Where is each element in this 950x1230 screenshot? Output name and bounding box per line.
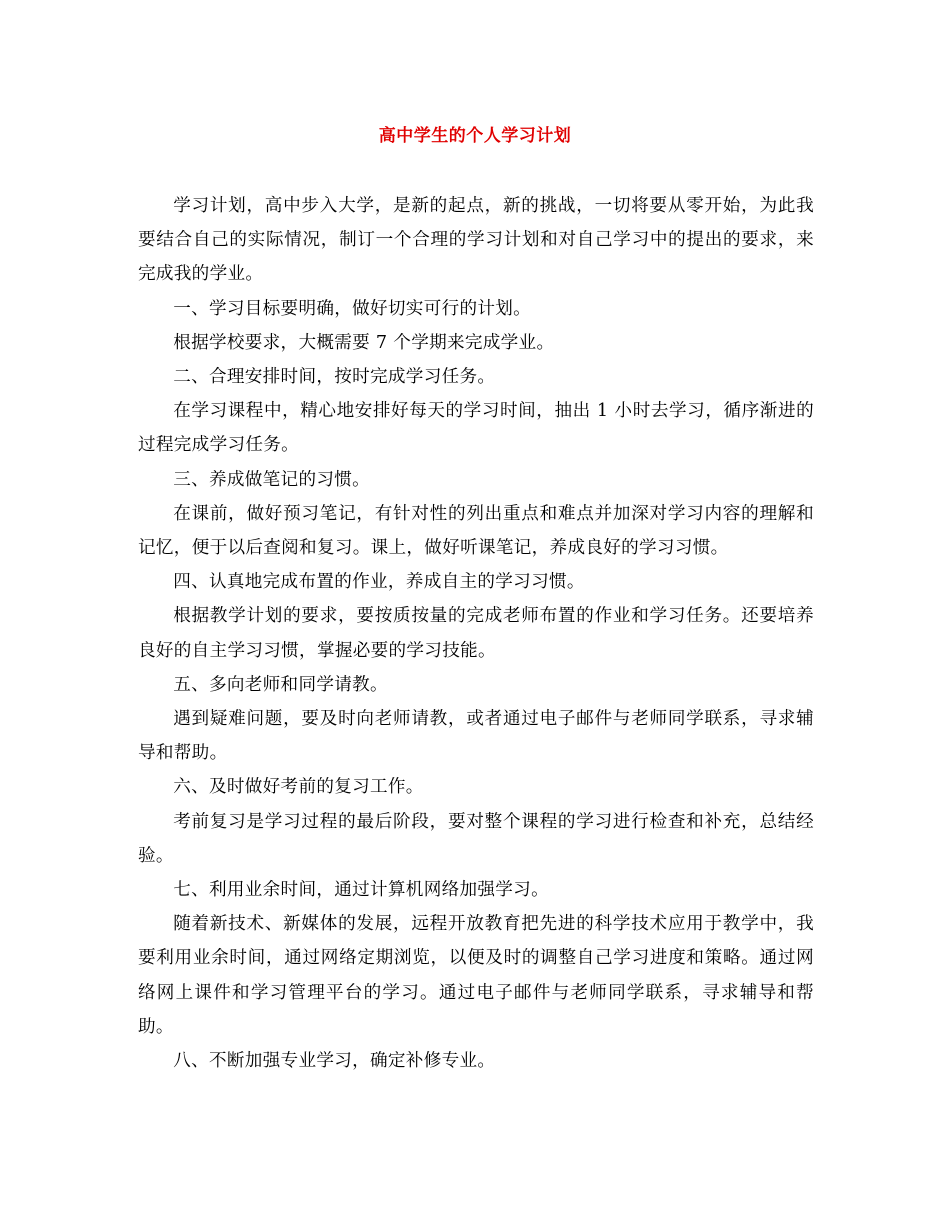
section-heading-4: 四、认真地完成布置的作业，养成自主的学习习惯。 xyxy=(173,572,585,593)
paragraph: 考前复习是学习过程的最后阶段，要对整个课程的学习进行检查和补充，总结经验。 xyxy=(138,811,814,866)
paragraph: 根据学校要求，大概需要 7 个学期来完成学业。 xyxy=(173,332,555,353)
section-heading-1: 一、学习目标要明确，做好切实可行的计划。 xyxy=(173,298,532,319)
section-heading-6: 六、及时做好考前的复习工作。 xyxy=(173,777,424,798)
document-body xyxy=(138,189,814,1078)
paragraph: 在学习课程中，精心地安排好每天的学习时间，抽出 1 小时去学习，循序渐进的过程完成学习任务。 xyxy=(138,401,814,456)
paragraph: 随着新技术、新媒体的发展，远程开放教育把先进的科学技术应用于教学中，我要利用业余时间，通过网络定期浏览，以便及时的调整自己学习进度和策略。通过网络网上课件和学习管理平台的学习。通过电子邮件与老师同学联系，寻求辅导和帮助。 xyxy=(138,914,814,1037)
section-heading-3: 三、养成做笔记的习惯。 xyxy=(173,469,371,490)
section-heading-8: 八、不断加强专业学习，确定补修专业。 xyxy=(173,1051,496,1072)
document-title: 高中学生的个人学习计划 xyxy=(378,126,572,146)
section-heading-2: 二、合理安排时间，按时完成学习任务。 xyxy=(173,367,496,388)
section-heading-5: 五、多向老师和同学请教。 xyxy=(173,674,388,695)
paragraph: 根据教学计划的要求，要按质按量的完成老师布置的作业和学习任务。还要培养良好的自主学习习惯，掌握必要的学习技能。 xyxy=(138,606,814,661)
paragraph-intro: 学习计划，高中步入大学，是新的起点，新的挑战，一切将要从零开始，为此我要结合自己的实际情况，制订一个合理的学习计划和对自己学习中的提出的要求，来完成我的学业。 xyxy=(138,196,814,285)
paragraph: 遇到疑难问题，要及时向老师请教，或者通过电子邮件与老师同学联系，寻求辅导和帮助。 xyxy=(138,709,814,764)
paragraph: 在课前，做好预习笔记，有针对性的列出重点和难点并加深对学习内容的理解和记忆，便于以后查阅和复习。课上，做好听课笔记，养成良好的学习习惯。 xyxy=(138,503,814,559)
section-heading-7: 七、利用业余时间，通过计算机网络加强学习。 xyxy=(173,880,549,901)
